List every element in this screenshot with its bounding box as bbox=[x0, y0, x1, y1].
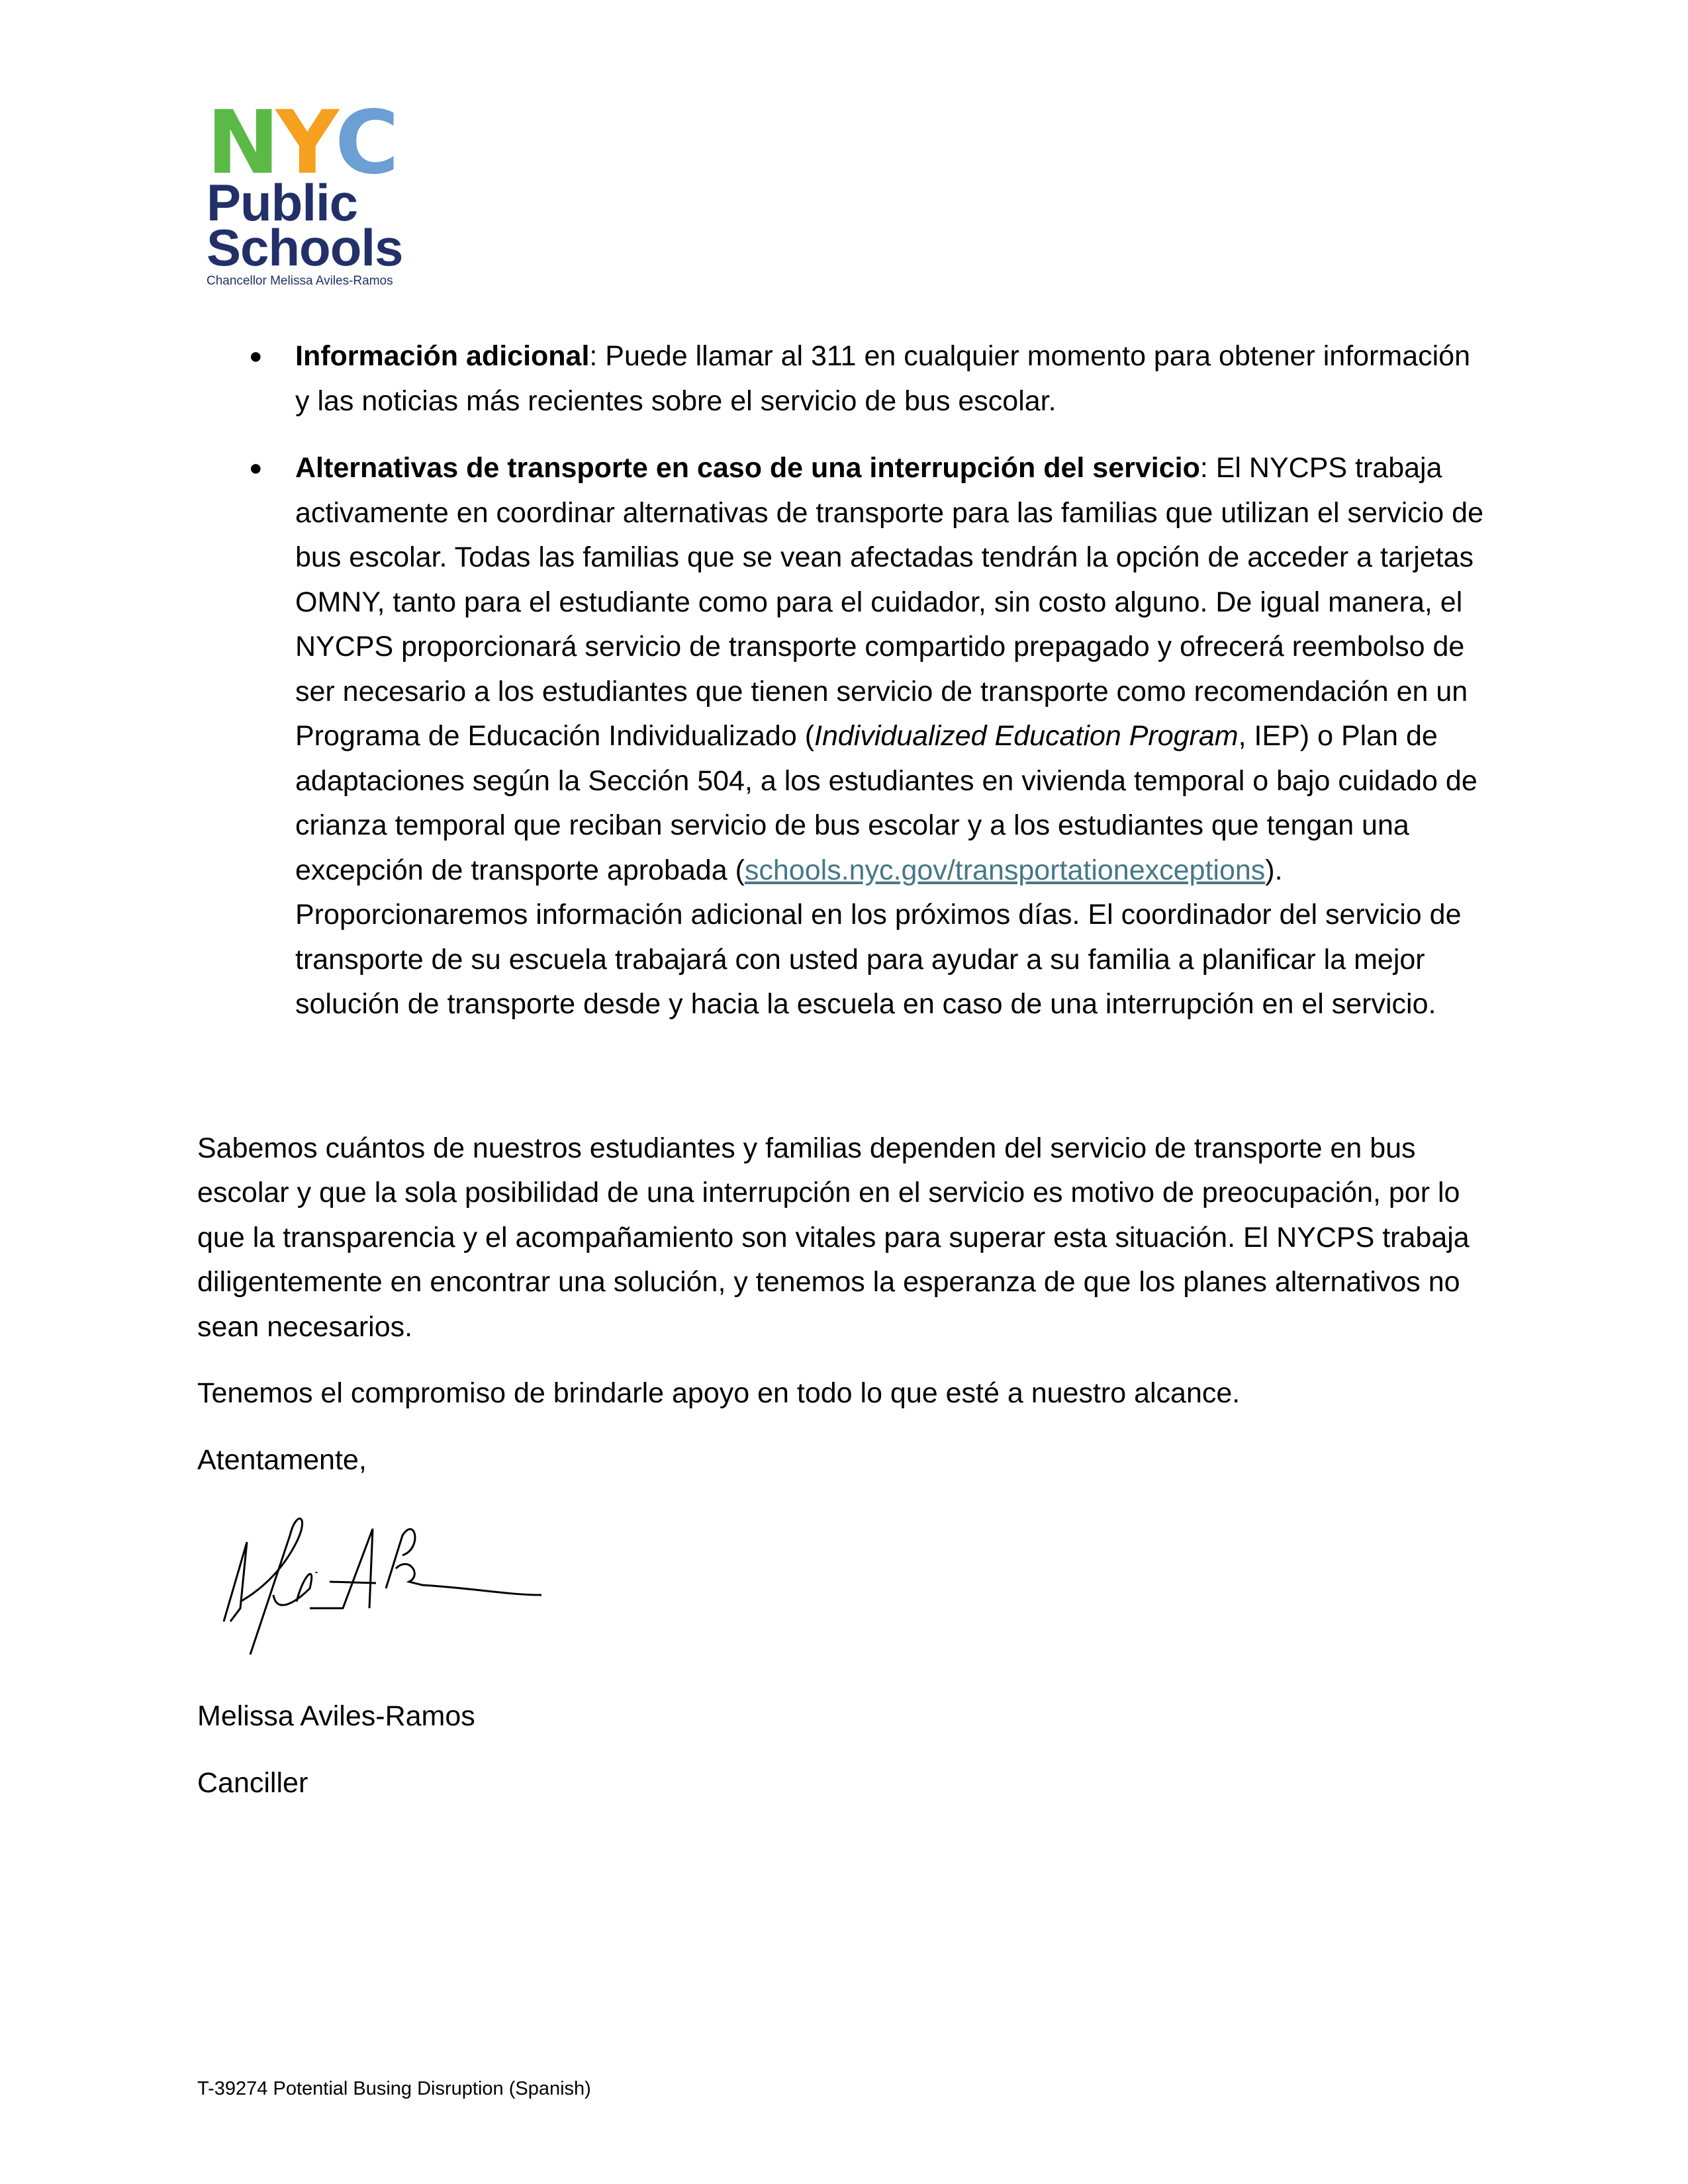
transportation-exceptions-link[interactable]: schools.nyc.gov/transportationexceptions bbox=[744, 854, 1266, 886]
logo-letter-c: C bbox=[335, 92, 395, 194]
bullet-transport-alternatives bbox=[197, 446, 1488, 1027]
bullet-text: ). Proporcionaremos información adicional en los próximos días. El coordinador del servicio de transporte de su escuela trabajará con usted para ayudar a su familia a planificar la mejor solución de transporte desde y hacia la escuela en caso de una interrupción en el servicio. bbox=[295, 854, 1462, 1020]
logo-subtitle: Chancellor Melissa Aviles-Ramos bbox=[207, 274, 393, 288]
bullet-list bbox=[197, 334, 1488, 1027]
bullet-title: Información adicional bbox=[295, 340, 590, 372]
paragraph: Sabemos cuántos de nuestros estudiantes y familias dependen del servicio de transporte en bus escolar y que la sola posibilidad de una interrupción en el servicio es motivo de preocupación, por lo que la transparencia y el acompañamiento son vitales para superar esta situación. El NYCPS trabaja diligentemente en encontrar una solución, y tenemos la esperanza de que los planes alternativos no sean necesarios. bbox=[197, 1132, 1470, 1343]
bullet-icon: ● bbox=[249, 455, 263, 480]
signer-name: Melissa Aviles-Ramos bbox=[197, 1700, 475, 1732]
document-footer: T-39274 Potential Busing Disruption (Spanish) bbox=[197, 2078, 591, 2099]
nyc-wordmark bbox=[207, 92, 418, 194]
bullet-italic: Individualized Education Program bbox=[814, 720, 1239, 752]
logo-public: Public bbox=[207, 173, 358, 232]
nyc-public-schools-logo bbox=[207, 92, 418, 291]
letter-body bbox=[197, 334, 1488, 1827]
signer-title: Canciller bbox=[197, 1766, 308, 1799]
bullet-title: Alternativas de transporte en caso de una interrupción del servicio bbox=[295, 452, 1200, 484]
salutation: Atentamente, bbox=[197, 1443, 367, 1476]
logo-letter-y: Y bbox=[275, 92, 336, 194]
bullet-additional-info bbox=[197, 334, 1488, 424]
bullet-text: : El NYCPS trabaja activamente en coordinar alternativas de transporte para las familias que utilizan el servicio de bus escolar. Todas las familias que se vean afectadas tendrán la opción de acceder a tarjetas OMNY, tanto para el estudiante como para el cuidador, sin costo alguno. De igual manera, el NYCPS proporcionará servicio de transporte compartido prepagado y ofrecerá reembolso de ser necesario a los estudiantes que tienen servicio de transporte como recomendación en un Programa de Educación Individualizado ( bbox=[295, 452, 1483, 752]
logo-letter-n: N bbox=[207, 92, 276, 194]
logo-schools: Schools bbox=[207, 218, 403, 277]
paragraph: Tenemos el compromiso de brindarle apoyo en todo lo que esté a nuestro alcance. bbox=[197, 1377, 1241, 1409]
bullet-text: , IEP) o Plan de adaptaciones según la Sección 504, a los estudiantes en vivienda temporal o bajo cuidado de crianza temporal que reciban servicio de bus escolar y a los estudiantes que tengan una excepción de transporte aprobada ( bbox=[295, 720, 1477, 886]
bullet-icon: ● bbox=[249, 343, 263, 369]
bullet-text: : Puede llamar al 311 en cualquier momento para obtener información y las noticias más recientes sobre el servicio de bus escolar. bbox=[295, 340, 1470, 417]
signature-image bbox=[211, 1509, 541, 1661]
